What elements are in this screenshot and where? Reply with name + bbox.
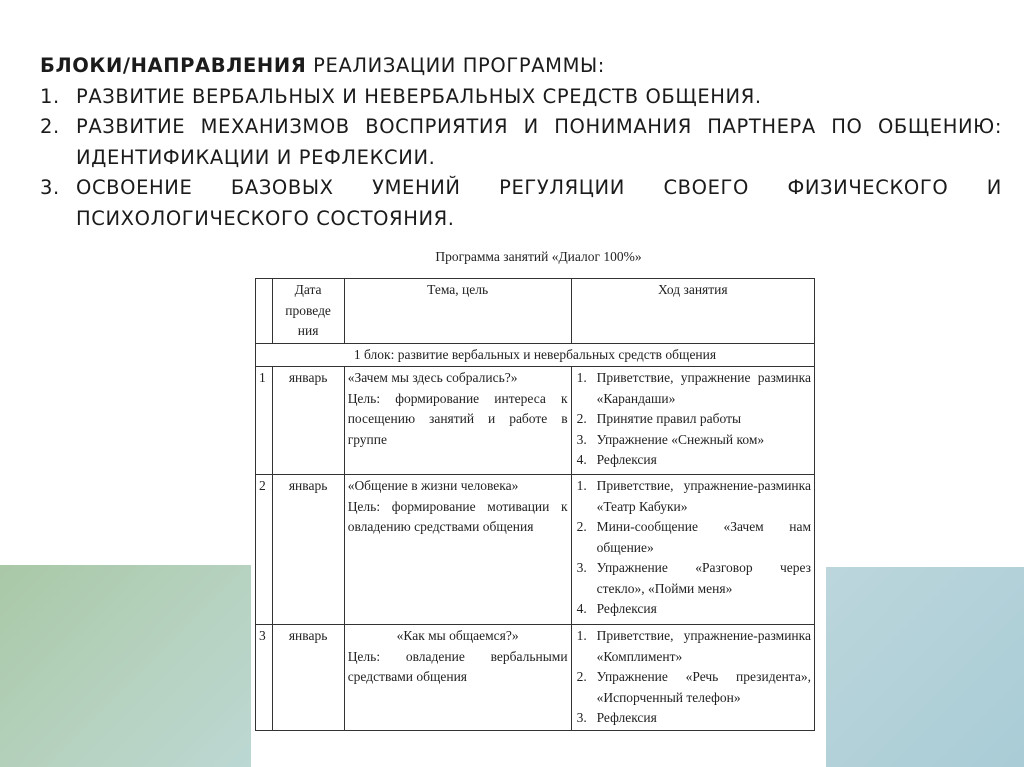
steps-list xyxy=(575,476,811,620)
step-text: Приветствие, упражнение-разминка «Комплимент» xyxy=(596,628,811,664)
step-item xyxy=(575,368,811,409)
step-text: Упражнение «Речь президента», «Испорченный телефон» xyxy=(596,669,811,705)
step-text: Рефлексия xyxy=(596,452,657,467)
step-item xyxy=(575,599,811,620)
list-number: 2. xyxy=(40,115,60,138)
list-item xyxy=(40,82,1002,113)
row-num: 3 xyxy=(256,625,273,731)
list-item xyxy=(40,173,1002,234)
step-item xyxy=(575,409,811,430)
step-item xyxy=(575,476,811,517)
theme-goal: Цель: формирование мотивации к овладению средствами общения xyxy=(347,498,568,534)
header-num xyxy=(256,279,273,344)
step-number: 1. xyxy=(576,478,587,493)
step-text: Приветствие, упражнение-разминка «Театр Кабуки» xyxy=(596,478,811,514)
step-text: Упражнение «Разговор через стекло», «Пойми меня» xyxy=(596,560,811,596)
slide-text xyxy=(40,51,1002,234)
list-number: 3. xyxy=(40,176,60,199)
row-theme xyxy=(344,625,571,731)
step-number: 4. xyxy=(576,601,587,616)
theme-goal: Цель: формирование интереса к посещению занятий и работе в группе xyxy=(347,390,568,447)
decor-band-right xyxy=(826,567,1024,767)
table-row xyxy=(256,625,815,731)
list-text: РАЗВИТИЕ МЕХАНИЗМОВ ВОСПРИЯТИЯ И ПОНИМАНИЯ ПАРТНЕРА ПО ОБЩЕНИЮ: ИДЕНТИФИКАЦИИ И РЕФЛЕКСИИ. xyxy=(76,115,1002,169)
step-number: 1. xyxy=(576,370,587,385)
step-text: Принятие правил работы xyxy=(596,411,742,426)
step-number: 2. xyxy=(576,519,587,534)
step-number: 3. xyxy=(576,560,587,575)
step-item xyxy=(575,708,811,729)
table-row xyxy=(256,475,815,625)
step-text: Мини-сообщение «Зачем нам общение» xyxy=(596,519,811,555)
step-number: 2. xyxy=(576,411,587,426)
step-number: 3. xyxy=(576,431,587,447)
step-text: Рефлексия xyxy=(596,601,657,616)
row-steps xyxy=(571,625,814,731)
row-date: январь xyxy=(272,625,344,731)
step-text: Упражнение «Снежный ком» xyxy=(596,431,765,447)
list-text: РАЗВИТИЕ ВЕРБАЛЬНЫХ И НЕВЕРБАЛЬНЫХ СРЕДСТВ ОБЩЕНИЯ. xyxy=(76,84,762,108)
row-steps xyxy=(571,475,814,625)
step-number: 3. xyxy=(576,710,587,725)
direction-list xyxy=(40,82,1002,235)
row-num: 1 xyxy=(256,367,273,475)
theme-title: «Общение в жизни человека» xyxy=(347,478,519,493)
theme-title: «Зачем мы здесь собрались?» xyxy=(347,370,518,385)
row-steps xyxy=(571,367,814,475)
step-number: 4. xyxy=(576,452,587,467)
slide-heading xyxy=(40,51,1002,82)
step-item xyxy=(575,667,811,708)
step-number: 2. xyxy=(576,669,587,684)
list-item xyxy=(40,112,1002,173)
program-table xyxy=(255,278,815,731)
block-label: 1 блок: развитие вербальных и невербальных средств общения xyxy=(256,343,815,367)
header-date: Дата проведе ния xyxy=(272,279,344,344)
list-number: 1. xyxy=(40,84,60,108)
row-date: январь xyxy=(272,475,344,625)
row-num: 2 xyxy=(256,475,273,625)
step-item xyxy=(575,450,811,471)
table-row xyxy=(256,367,815,475)
list-text: ОСВОЕНИЕ БАЗОВЫХ УМЕНИЙ РЕГУЛЯЦИИ СВОЕГО ФИЗИЧЕСКОГО И ПСИХОЛОГИЧЕСКОГО СОСТОЯНИЯ. xyxy=(76,176,1002,230)
step-item xyxy=(575,430,811,451)
row-date: январь xyxy=(272,367,344,475)
program-document-image xyxy=(251,243,826,767)
row-theme xyxy=(344,367,571,475)
heading-bold: БЛОКИ/НАПРАВЛЕНИЯ xyxy=(40,54,307,77)
steps-list xyxy=(575,368,811,471)
steps-list xyxy=(575,626,811,729)
step-text: Рефлексия xyxy=(596,710,657,725)
step-text: Приветствие, упражнение разминка «Карандаши» xyxy=(596,370,811,406)
table-header-row xyxy=(256,279,815,344)
row-theme xyxy=(344,475,571,625)
block-row xyxy=(256,343,815,367)
header-theme: Тема, цель xyxy=(344,279,571,344)
decor-band-left xyxy=(0,565,260,767)
theme-goal: Цель: овладение вербальными средствами общения xyxy=(347,648,568,684)
step-item xyxy=(575,558,811,599)
document-title: Программа занятий «Диалог 100%» xyxy=(435,249,642,264)
step-number: 1. xyxy=(576,628,587,643)
step-item xyxy=(575,626,811,667)
heading-normal: РЕАЛИЗАЦИИ ПРОГРАММЫ: xyxy=(306,54,605,77)
theme-title: «Как мы общаемся?» xyxy=(396,628,519,643)
header-steps: Ход занятия xyxy=(571,279,814,344)
step-item xyxy=(575,517,811,558)
